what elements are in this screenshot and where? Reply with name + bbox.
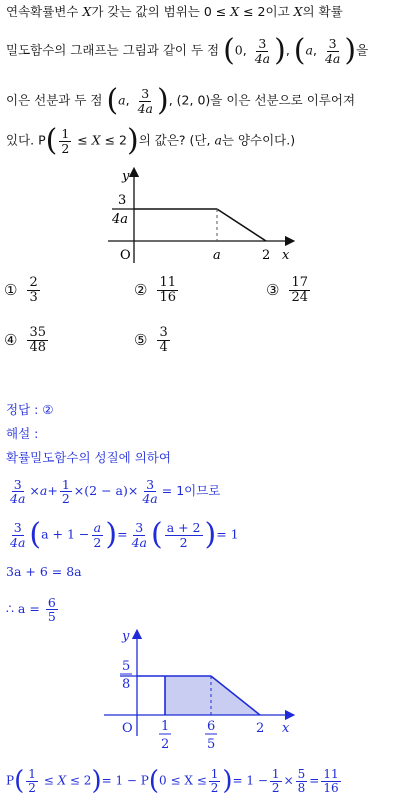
denominator: 16: [323, 780, 339, 795]
text: 의 값은? (단,: [138, 132, 215, 148]
text: ≤: [39, 773, 58, 788]
fraction-a2-2: [165, 521, 203, 548]
final-equation: [6, 766, 343, 797]
text: = 1 − P: [101, 773, 149, 788]
fraction-3-4a: [136, 87, 155, 114]
problem-line-2: [6, 33, 369, 68]
denominator: 48: [29, 339, 46, 355]
x1-numerator: 1: [161, 719, 170, 734]
numerator: 3: [13, 520, 22, 536]
numerator: 35: [29, 325, 46, 340]
fraction-3-4a: [8, 521, 27, 548]
choice-5[interactable]: [134, 326, 172, 354]
choice-2[interactable]: [134, 276, 180, 304]
problem-line-4: [6, 123, 296, 158]
text: 있다. P: [6, 132, 46, 148]
problem-line-3: [6, 83, 356, 118]
denominator: 4a: [10, 534, 26, 550]
text: a + 1 −: [41, 526, 90, 542]
paren: (: [29, 517, 42, 552]
denominator: 24: [291, 289, 308, 305]
paren: ): [156, 83, 169, 118]
choice-4[interactable]: [4, 326, 50, 354]
text: ≤: [73, 132, 92, 148]
fraction-1-2: [270, 768, 282, 794]
choice-mark: ③: [266, 281, 280, 300]
equation-3: 3a + 6 = 8a: [6, 564, 82, 579]
denominator: 4a: [137, 100, 153, 116]
choice-mark: ①: [4, 281, 18, 300]
denominator: 8: [297, 780, 306, 795]
y-axis-label: y: [122, 629, 130, 644]
var-x: X: [91, 132, 101, 148]
numerator: 1: [271, 767, 280, 781]
x2-numerator: 6: [207, 719, 216, 734]
y-tick-numerator: 5: [122, 659, 131, 674]
paren: ): [222, 766, 233, 797]
text: ≤ 2이고: [239, 4, 294, 19]
denominator: 16: [159, 289, 176, 305]
origin-label: O: [120, 248, 131, 263]
text: ,: [285, 42, 290, 58]
denominator: 4a: [254, 50, 271, 66]
fraction-3-4a: [323, 37, 342, 64]
fraction-11-16: [321, 768, 340, 794]
numerator: 6: [47, 595, 56, 610]
choice-fraction: [27, 276, 39, 304]
fraction-1-2: [26, 768, 38, 794]
numerator: 3: [13, 477, 22, 492]
denominator: 2: [61, 491, 70, 507]
denominator: 2: [210, 780, 219, 795]
choice-3[interactable]: [266, 276, 312, 304]
text: +: [47, 483, 58, 499]
denominator: 3: [29, 289, 38, 305]
text: ,: [125, 92, 130, 108]
tick-a-label: a: [213, 248, 221, 263]
choice-fraction: [157, 276, 178, 304]
numerator: 3: [159, 325, 168, 340]
denominator: 4a: [131, 534, 147, 550]
text: 0: [234, 42, 243, 58]
paren: (: [45, 123, 58, 158]
denominator: 4: [159, 339, 168, 355]
fraction-3-4a: [8, 478, 27, 505]
text: =: [309, 773, 320, 788]
text: ×: [29, 483, 40, 499]
equation-2: [6, 517, 239, 552]
var-x: X: [293, 4, 303, 19]
numerator: 11: [159, 275, 176, 290]
numerator: 1: [210, 767, 219, 781]
fraction-1-2: [60, 478, 72, 505]
numerator: 3: [141, 86, 150, 102]
text: =: [117, 526, 128, 542]
paren: (: [148, 766, 160, 797]
paren: ): [105, 517, 118, 552]
paren: ): [344, 33, 357, 68]
denominator: 2: [271, 780, 280, 795]
paren: (: [150, 517, 163, 552]
paren: (: [14, 766, 25, 797]
text: = 1이므로: [161, 483, 221, 499]
text: 연속확률변수: [6, 4, 83, 19]
solution-intro: 확률밀도함수의 성질에 의하여: [6, 450, 171, 465]
choice-1[interactable]: [4, 276, 42, 304]
var-a: a: [118, 92, 126, 108]
fraction-3-4a: [253, 37, 272, 64]
answer-line: 정답 : ②: [6, 402, 54, 417]
tick-2-label: 2: [262, 248, 271, 263]
denominator: 5: [47, 609, 56, 625]
problem-line-1: [6, 2, 343, 22]
equation-4: [6, 596, 60, 623]
numerator: 3: [258, 36, 267, 52]
text: (2 − a): [84, 483, 128, 499]
choice-fraction: [289, 276, 310, 304]
numerator: 5: [297, 767, 306, 781]
paren: (: [106, 83, 119, 118]
y-tick-denominator: 4a: [112, 212, 129, 227]
text: (2, 0)을 이은 선분으로 이루어져: [176, 92, 356, 108]
x-axis-label: x: [282, 721, 290, 736]
shaded-region: [165, 676, 260, 715]
fraction-a-2: [91, 521, 103, 548]
y-tick-denominator: 8: [122, 677, 131, 692]
x2-denominator: 5: [207, 737, 216, 752]
var-x: X: [57, 773, 67, 788]
y-tick-numerator: 3: [118, 193, 127, 208]
text: 이은 선분과 두 점: [6, 92, 103, 108]
numerator: 3: [135, 520, 144, 536]
choice-mark: ④: [4, 331, 18, 350]
var-x: X: [230, 4, 240, 19]
text: ,: [242, 42, 247, 58]
paren: (: [223, 33, 235, 68]
text: 의 확률: [302, 4, 343, 19]
fraction-3-4a: [130, 521, 149, 548]
text: ×: [283, 773, 294, 788]
fraction-1-2: [209, 768, 221, 794]
text: 가 갖는 값의 범위는 0 ≤: [91, 4, 231, 19]
var-a: a: [305, 42, 313, 58]
text: ×: [127, 483, 139, 499]
x1-denominator: 2: [161, 737, 170, 752]
denominator: 2: [179, 534, 188, 550]
fraction-6-5: [46, 596, 58, 623]
denominator: 2: [61, 140, 70, 156]
text: = 1: [216, 526, 239, 542]
choice-fraction: [157, 326, 169, 354]
denominator: 4a: [324, 50, 341, 66]
density-slope-segment: [217, 209, 266, 241]
numerator: a + 2: [166, 520, 201, 536]
numerator: 1: [61, 477, 70, 492]
explain-label: 해설 :: [6, 426, 39, 441]
fraction-5-8: [296, 768, 308, 794]
var-a: a: [39, 483, 48, 499]
fraction-1-2: [59, 127, 71, 154]
paren: ): [274, 33, 286, 68]
text: = 1 −: [232, 773, 268, 788]
numerator: a: [93, 520, 102, 536]
var-x: X: [82, 4, 92, 19]
text: ≤ 2: [100, 132, 128, 148]
origin-label: O: [122, 721, 133, 736]
denominator: 2: [93, 534, 102, 550]
equation-1: [6, 478, 220, 505]
problem-graph: [0, 168, 400, 268]
text: 밀도함수의 그래프는 그림과 같이 두 점: [6, 42, 220, 58]
paren: ): [127, 123, 139, 158]
denominator: 2: [28, 780, 36, 795]
text: ∴ a =: [6, 601, 40, 617]
y-axis-label: y: [122, 169, 130, 184]
tick-2-label: 2: [256, 721, 265, 736]
text: ,: [168, 92, 173, 108]
x-axis-label: x: [282, 248, 290, 263]
denominator: 4a: [10, 491, 26, 507]
text: ×: [73, 483, 85, 499]
choice-mark: ②: [134, 281, 148, 300]
paren: ): [91, 766, 102, 797]
choice-fraction: [27, 326, 48, 354]
paren: (: [293, 33, 306, 68]
var-a: a: [214, 132, 222, 148]
fraction-3-4a: [140, 478, 159, 505]
numerator: 17: [291, 275, 308, 290]
text: P: [6, 773, 15, 788]
text: ,: [312, 42, 317, 58]
numerator: 11: [323, 767, 339, 781]
text: 을: [356, 42, 369, 58]
numerator: 3: [146, 477, 155, 492]
text: 0 ≤ X ≤: [159, 773, 207, 788]
numerator: 1: [28, 767, 36, 781]
paren: ): [204, 517, 217, 552]
choice-mark: ⑤: [134, 331, 148, 350]
text: 는 양수이다.): [221, 132, 296, 148]
text: ≤ 2: [66, 773, 92, 788]
solution-graph: [0, 626, 400, 756]
denominator: 4a: [142, 491, 158, 507]
numerator: 2: [29, 275, 38, 290]
numerator: 1: [61, 126, 70, 142]
numerator: 3: [328, 36, 337, 52]
